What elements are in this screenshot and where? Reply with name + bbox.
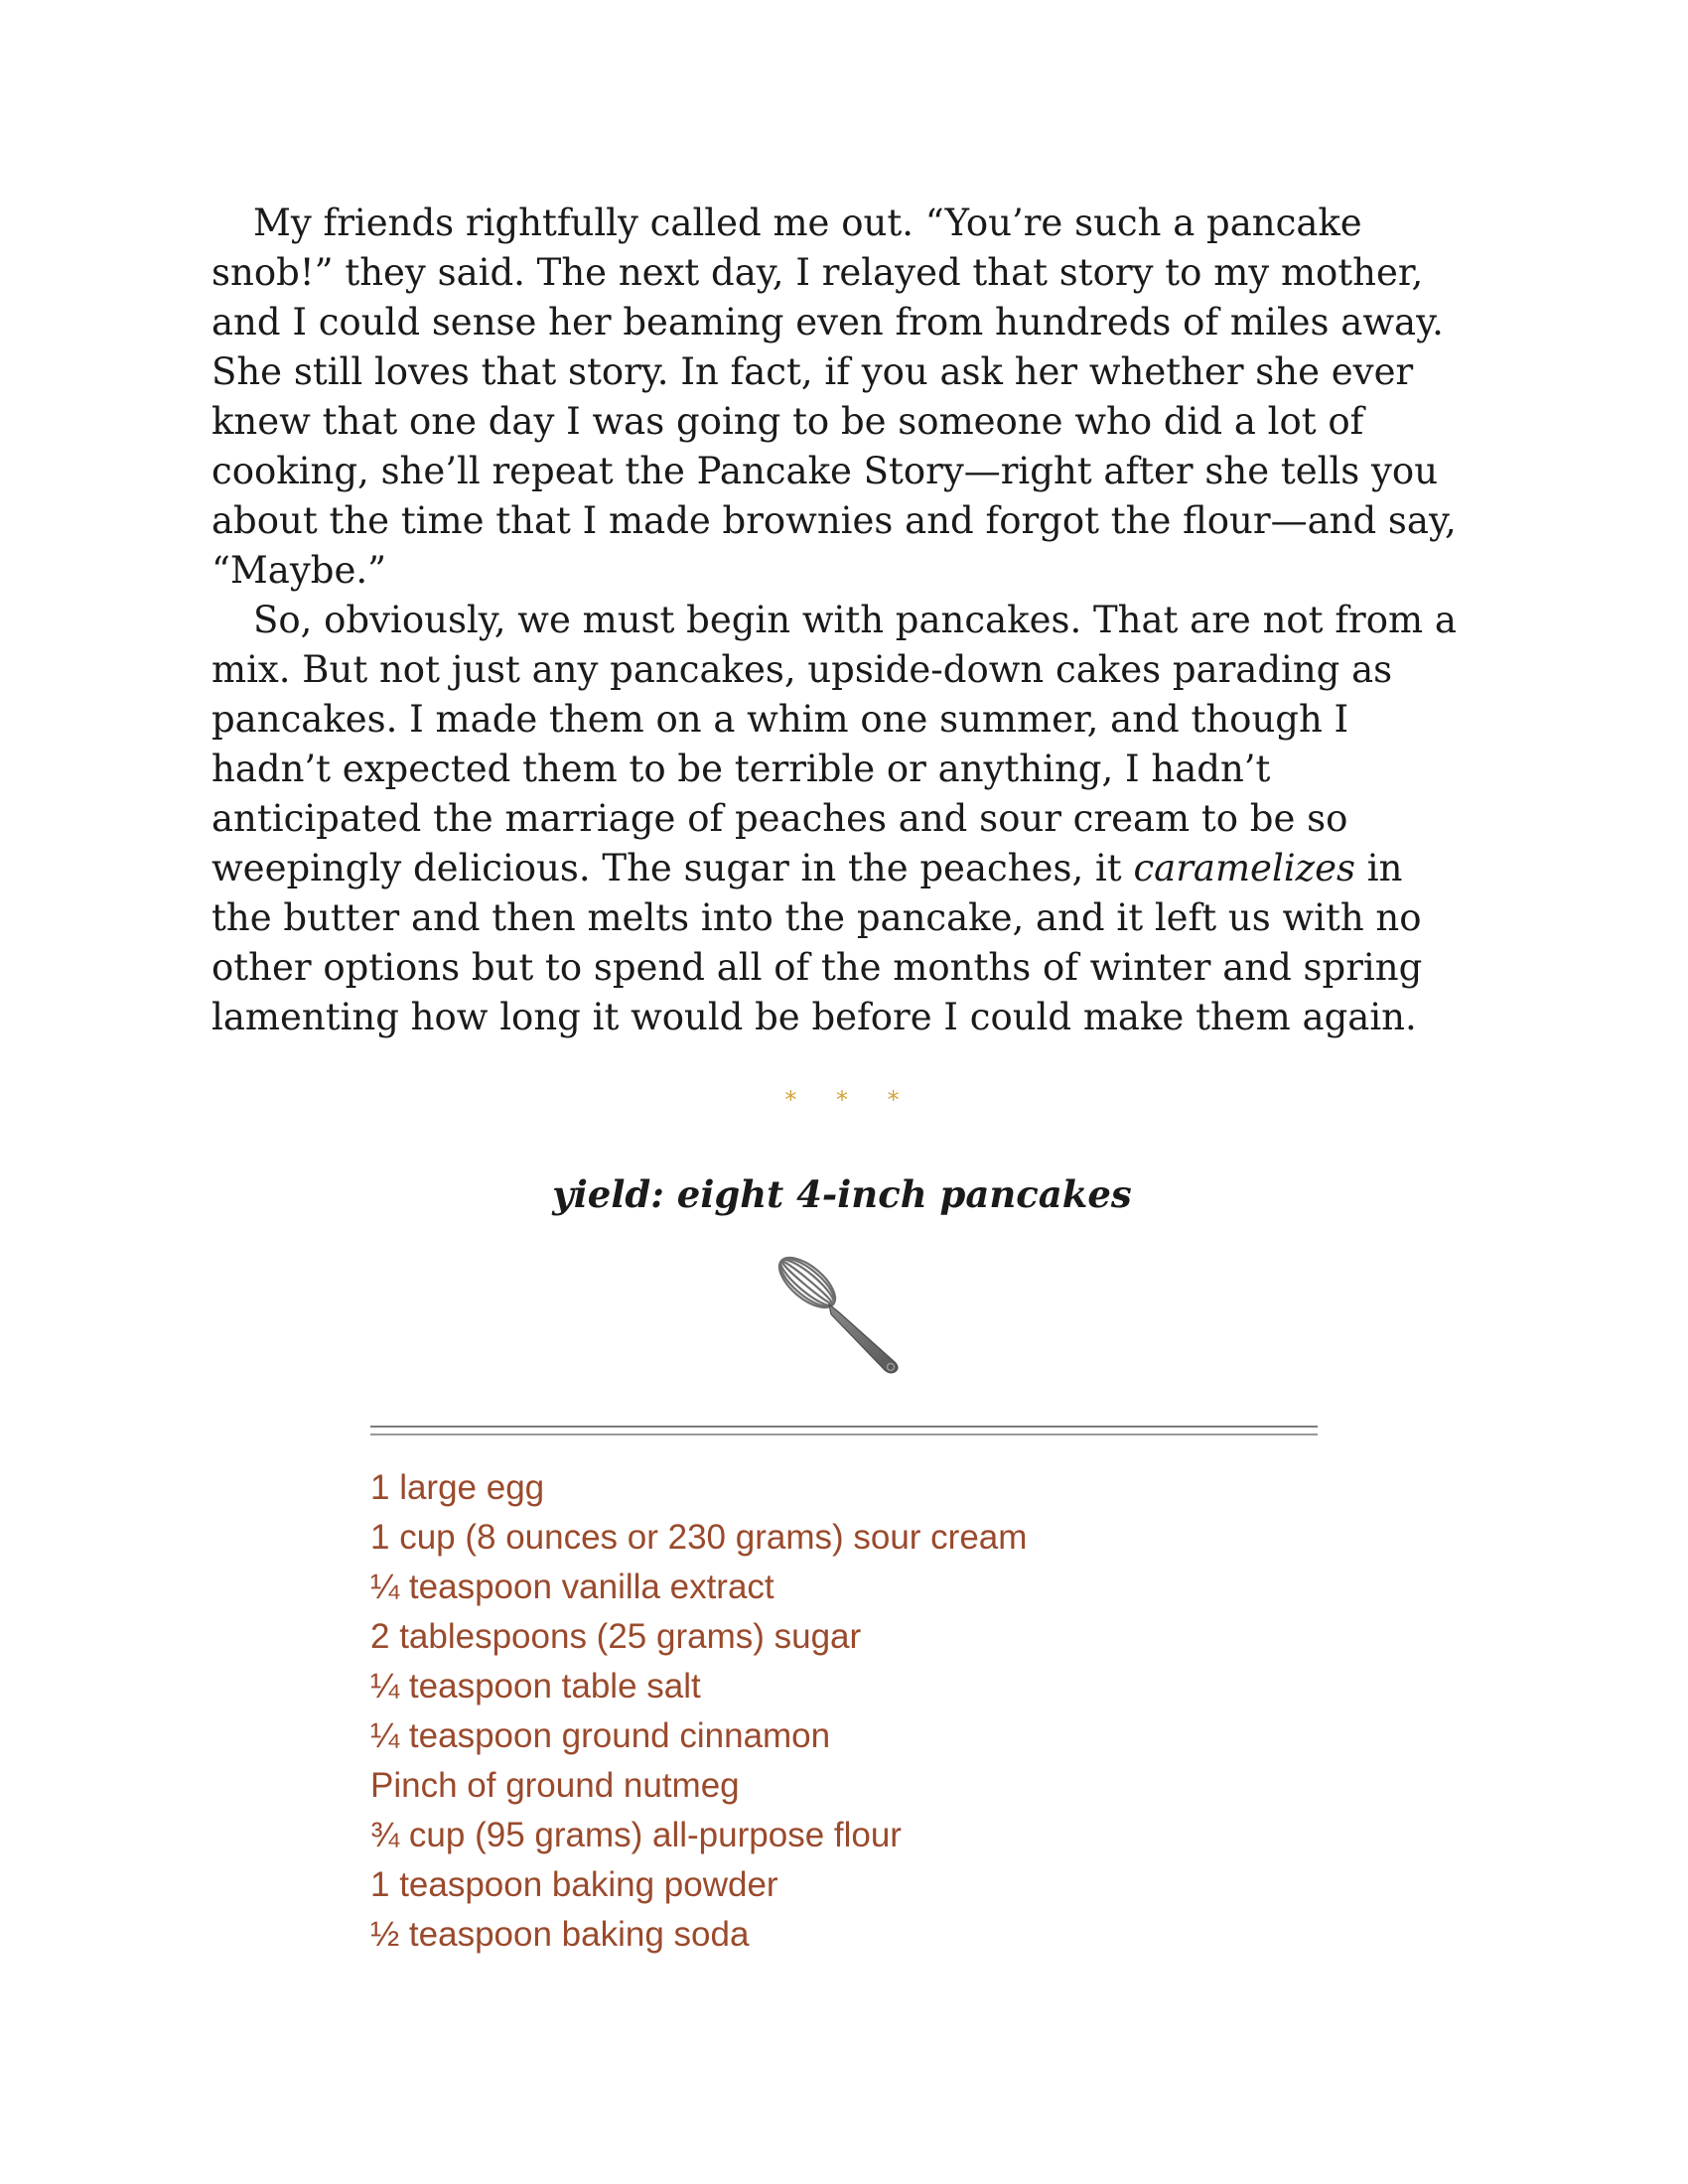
ingredient-item: Pinch of ground nutmeg	[370, 1766, 740, 1805]
ingredient-item: ½ teaspoon baking soda	[370, 1915, 750, 1954]
asterisk-icon: *	[784, 1086, 797, 1114]
intro-paragraph-2	[211, 596, 1473, 1042]
whisk-illustration	[211, 1247, 1473, 1376]
ingredient-item: ¼ teaspoon table salt	[370, 1667, 701, 1706]
section-ornament	[211, 1086, 1473, 1126]
ingredient-item: 1 large egg	[370, 1468, 545, 1507]
ingredient-item: 1 teaspoon baking powder	[370, 1865, 778, 1904]
section-divider	[370, 1426, 1318, 1435]
paragraph-text: So, obviously, we must begin with pancakes. That are not from a mix. But not just any pancakes, upside-down cakes parading as pancakes. I made them on a whim one summer, and though I hadn’t expected them to be terrible or anything, I hadn’t anticipated the marriage of peaches and sour cream to be so weepingly delicious. The sugar in the peaches, it	[211, 599, 1457, 889]
recipe-yield: yield: eight 4-inch pancakes	[552, 1172, 1132, 1216]
ingredient-item: 1 cup (8 ounces or 230 grams) sour cream	[370, 1518, 1028, 1557]
ingredient-item: ¼ teaspoon ground cinnamon	[370, 1716, 831, 1755]
ingredient-item: ¾ cup (95 grams) all-purpose flour	[370, 1816, 902, 1854]
intro-paragraph-1: My friends rightfully called me out. “You’re such a pancake snob!” they said. The next day, I relayed that story to my mother, and I could sense her beaming even from hundreds of miles away. She still loves that story. In fact, if you ask her whether she ever knew that one day I was going to be someone who did a lot of cooking, she’ll repeat the Pancake Story—right after she tells you about the time that I made brownies and forgot the flour—and say, “Maybe.”	[211, 202, 1457, 592]
whisk-icon	[768, 1247, 916, 1376]
ingredient-item: ¼ teaspoon vanilla extract	[370, 1568, 774, 1606]
asterisk-icon: *	[887, 1086, 900, 1114]
intro-text	[211, 199, 1473, 1042]
ingredient-item: 2 tablespoons (25 grams) sugar	[370, 1617, 862, 1656]
asterisk-icon: *	[836, 1086, 848, 1114]
recipe-page	[211, 199, 1473, 1960]
paragraph-text: in the butter and then melts into the pancake, and it left us with no other options but to spend all of the months of winter and spring lamenting how long it would be before I could make them again.	[211, 847, 1423, 1038]
ingredient-list	[370, 1463, 1473, 1960]
emphasized-word: caramelizes	[1133, 847, 1355, 889]
